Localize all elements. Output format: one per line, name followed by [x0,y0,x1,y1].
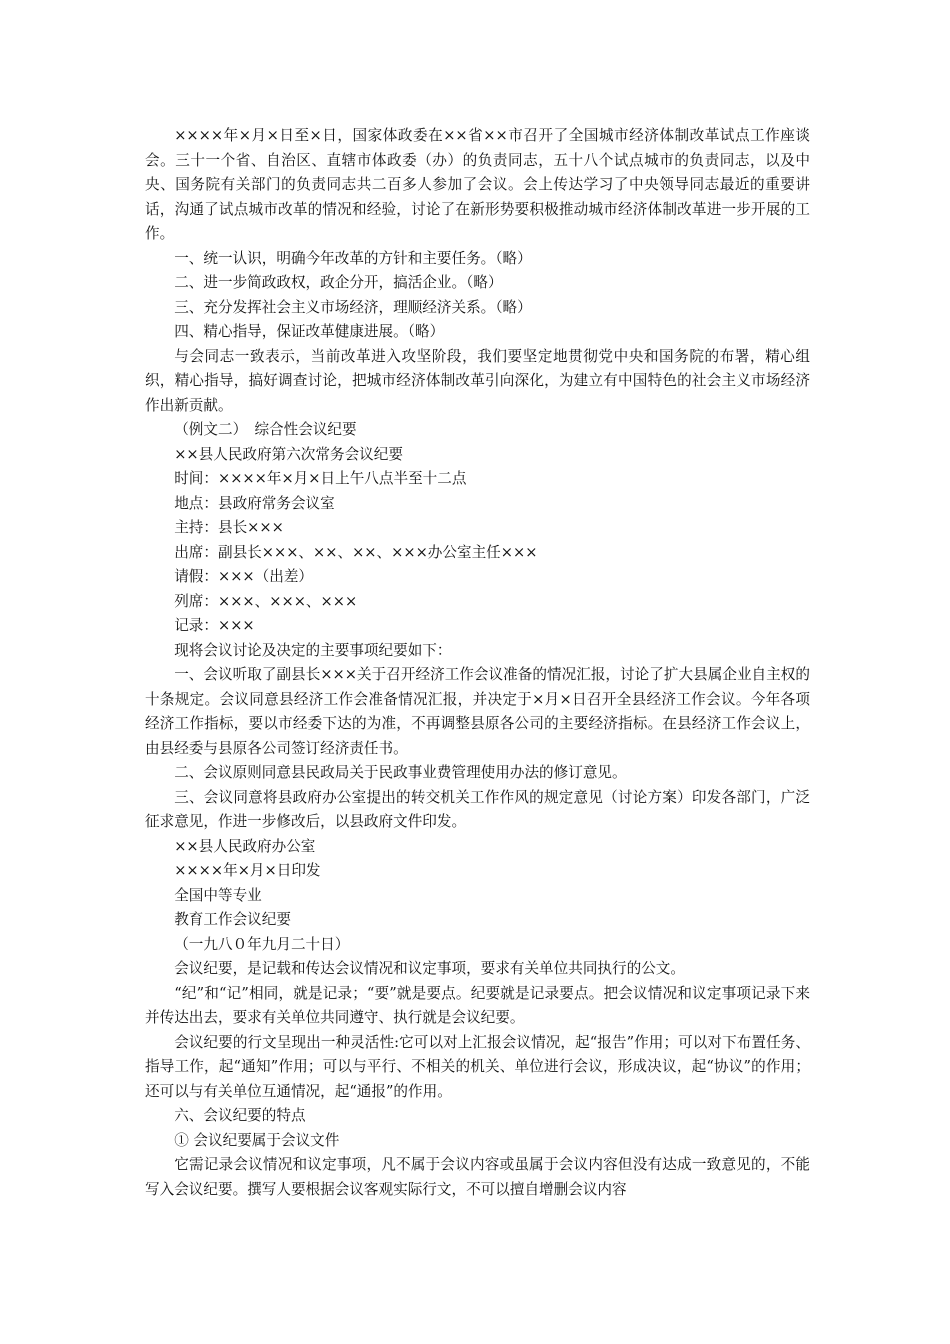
issuing-office: ××县人民政府办公室 [174,837,316,855]
paragraph: 一、会议听取了副县长×××关于召开经济工作会议准备的情况汇报，讨论了扩大县属企业自主权的十条规定。会议同意县经济工作会准备情况汇报，并决定于×月×日召开全县经济工作会议。今年各项经济工作指标，要以市经委下达的为准，不再调整县原各公司的主要经济指标。在县经济工作会议上，由县经委与县原各公司签订经济责任书。 [145,666,810,757]
paragraph: 与会同志一致表示，当前改革进入攻坚阶段，我们要坚定地贯彻党中央和国务院的布署，精心组织，精心指导，搞好调查讨论，把城市经济体制改革引向深化，为建立有中国特色的社会主义市场经济作出新贡献。 [145,347,810,414]
paragraph: 会议纪要，是记载和传达会议情况和议定事项，要求有关单位共同执行的公文。 [174,960,685,977]
issue-date: ××××年×月×日印发 [174,862,321,879]
paragraph: 教育工作会议纪要 [174,911,291,928]
paragraph: “纪”和“记”相同，就是记录；“要”就是要点。纪要就是记录要点。把会议情况和议定事项记录下来并传达出去，要求有关单位共同遵守、执行就是会议纪要。 [145,984,810,1026]
paragraph: 现将会议讨论及决定的主要事项纪要如下： [174,641,452,659]
meeting-recorder: 记录：××× [174,617,255,634]
document-title: ××县人民政府第六次常务会议纪要 [174,445,403,463]
paragraph: 会议纪要的行文呈现出一种灵活性:它可以对上汇报会议情况，起“报告”作用；可以对下布置任务、指导工作，起“通知”作用；可以与平行、不相关的机关、单位进行会议，形成决议，起“协议”的作用；还可以与有关单位互通情况，起“通报”的作用。 [145,1033,810,1100]
subsection-heading: ① 会议纪要属于会议文件 [174,1131,340,1149]
meeting-place: 地点：县政府常务会议室 [174,494,335,512]
meeting-observers: 列席：×××、×××、××× [174,592,358,610]
paragraph: 四、精心指导，保证改革健康进展。（略） [174,323,445,340]
paragraph: 一、统一认识，明确今年改革的方针和主要任务。（略） [174,249,532,267]
section-heading: （例文二） 综合性会议纪要 [174,421,357,438]
paragraph: （一九八０年九月二十日） [174,935,350,953]
paragraph: 二、会议原则同意县民政局关于民政事业费管理使用办法的修订意见。 [174,764,627,781]
paragraph: 它需记录会议情况和议定事项，凡不属于会议内容或虽属于会议内容但没有达成一致意见的，不能写入会议纪要。撰写人要根据会议客观实际行文，不可以擅自增删会议内容 [145,1156,810,1198]
paragraph: 全国中等专业 [174,886,262,904]
meeting-time: 时间：××××年×月×日上午八点半至十二点 [174,470,467,487]
section-heading: 六、会议纪要的特点 [174,1107,306,1124]
paragraph: ××××年×月×日至×日，国家体政委在××省××市召开了全国城市经济体制改革试点工作座谈会。三十一个省、自治区、直辖市体政委（办）的负责同志，五十八个试点城市的负责同志，以及中央、国务院有关部门的负责同志共二百多人参加了会议。会上传达学习了中央领导同志最近的重要讲话，沟通了试点城市改革的情况和经验，讨论了在新形势要积极推动城市经济体制改革进一步开展的工作。 [145,127,810,242]
paragraph: 三、充分发挥社会主义市场经济，理顺经济关系。（略） [174,298,532,316]
meeting-attendees: 出席：副县长×××、××、××、×××办公室主任××× [174,543,538,561]
paragraph: 三、会议同意将县政府办公室提出的转交机关工作作风的规定意见（讨论方案）印发各部门，广泛征求意见，作进一步修改后，以县政府文件印发。 [145,788,810,830]
meeting-absent: 请假：×××（出差） [174,568,314,585]
paragraph: 二、进一步简政政权，政企分开，搞活企业。（略） [174,274,503,291]
document-page [145,124,810,1202]
meeting-host: 主持：县长××× [174,519,284,536]
